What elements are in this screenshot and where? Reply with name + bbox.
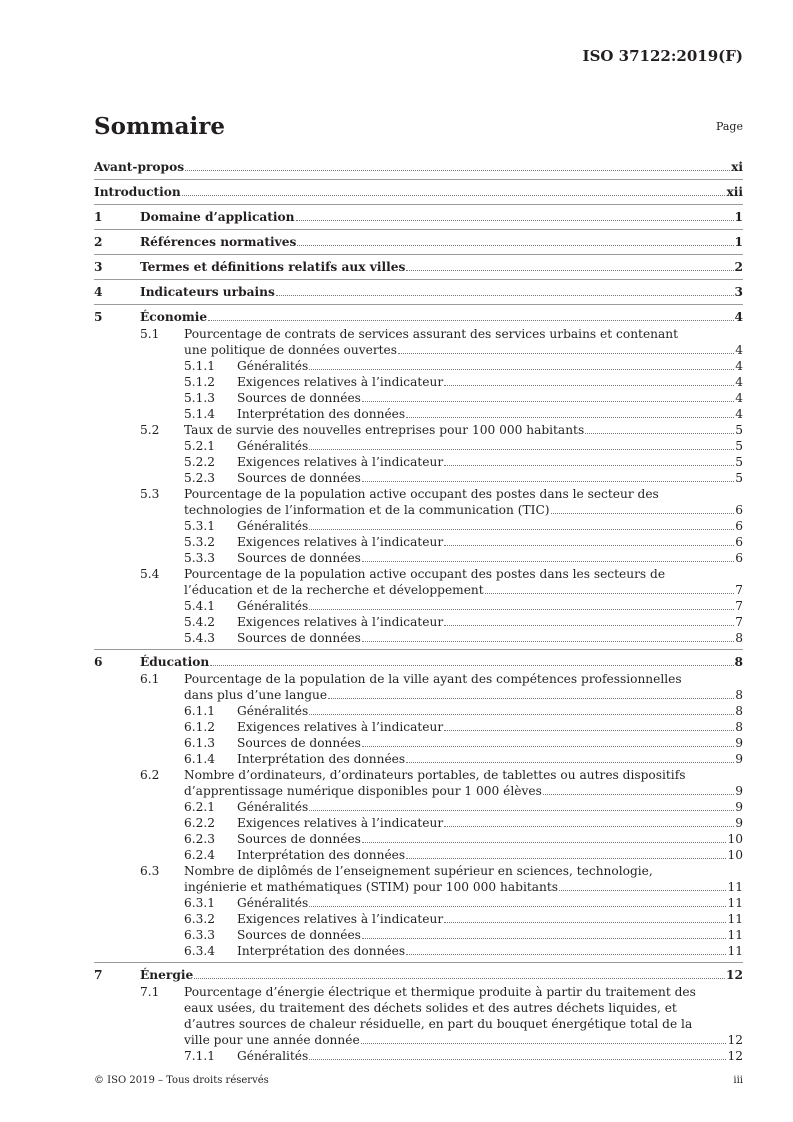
toc-entry-title: Généralités [237, 599, 309, 613]
toc-entry[interactable] [94, 422, 743, 438]
toc-dot-leader [362, 401, 734, 402]
toc-entry-number: 3 [94, 260, 103, 274]
toc-entry-number: 5.1.4 [184, 407, 216, 421]
document-code: ISO 37122:2019(F) [582, 47, 743, 65]
toc-entry-title: technologies de l’information et de la communication (TIC) [184, 503, 550, 517]
toc-entry-number: 7.1.1 [184, 1049, 216, 1063]
toc-entry[interactable] [94, 815, 743, 831]
toc-entry[interactable] [94, 155, 743, 176]
toc-dot-leader [309, 609, 734, 610]
toc-entry-title: Exigences relatives à l’indicateur [237, 455, 444, 469]
toc-entry-number: 6.3 [140, 864, 160, 878]
toc-entry-title: dans plus d’une langue [184, 688, 328, 702]
toc-entry-number: 6 [94, 655, 103, 669]
toc-entry[interactable] [94, 470, 743, 486]
toc-entry[interactable] [94, 1048, 743, 1064]
toc-entry[interactable] [94, 649, 743, 671]
toc-entry-page: 6 [735, 519, 743, 533]
toc-entry-page: 6 [735, 535, 743, 549]
toc-entry[interactable] [94, 719, 743, 735]
toc-entry-title: Généralités [237, 519, 309, 533]
toc-entry-page: 7 [735, 615, 743, 629]
toc-dot-leader [309, 906, 726, 907]
toc-entry-page: 9 [735, 736, 743, 750]
toc-entry[interactable] [94, 374, 743, 390]
toc-entry-page: 6 [735, 551, 743, 565]
toc-dot-leader [559, 890, 726, 891]
toc-dot-leader [362, 842, 727, 843]
toc-entry-number: 4 [94, 285, 103, 299]
toc-entry-number: 1 [94, 210, 103, 224]
toc-entry[interactable] [94, 534, 743, 550]
toc-dot-leader [444, 922, 726, 923]
toc-entry-page: 4 [734, 310, 743, 324]
toc-entry[interactable] [94, 1016, 743, 1032]
toc-dot-leader [444, 625, 734, 626]
toc-entry[interactable] [94, 671, 743, 687]
toc-dot-leader [296, 220, 734, 221]
toc-entry-page: 9 [735, 752, 743, 766]
toc-entry-title: d’apprentissage numérique disponibles pour 1 000 élèves [184, 784, 542, 798]
toc-dot-leader [406, 270, 733, 271]
toc-entry[interactable] [94, 687, 743, 703]
toc-dot-leader [362, 746, 734, 747]
toc-entry[interactable] [94, 735, 743, 751]
toc-entry-title: Pourcentage de la population active occupant des postes dans les secteurs de [184, 567, 666, 581]
toc-dot-leader [194, 978, 725, 979]
toc-entry-number: 5.2 [140, 423, 160, 437]
toc-entry-title: Éducation [140, 655, 210, 669]
toc-entry-title: ville pour une année donnée [184, 1033, 360, 1047]
toc-dot-leader [444, 826, 734, 827]
toc-entry-page: 1 [734, 235, 743, 249]
toc-entry[interactable] [94, 550, 743, 566]
toc-entry[interactable] [94, 927, 743, 943]
toc-entry-title: Généralités [237, 359, 309, 373]
toc-entry-title: Interprétation des données [237, 944, 406, 958]
toc-entry-title: Exigences relatives à l’indicateur [237, 615, 444, 629]
toc-dot-leader [185, 170, 730, 171]
toc-entry-number: 6.3.2 [184, 912, 216, 926]
toc-entry[interactable] [94, 582, 743, 598]
toc-dot-leader [361, 1043, 727, 1044]
toc-entry-page: 5 [735, 455, 743, 469]
toc-entry-number: 5.2.1 [184, 439, 216, 453]
toc-entry-number: 5.3 [140, 487, 160, 501]
toc-entry[interactable] [94, 1000, 743, 1016]
toc-entry-number: 6.2.4 [184, 848, 216, 862]
toc-entry-page: 5 [735, 471, 743, 485]
toc-entry-page: 11 [727, 944, 743, 958]
toc-dot-leader [309, 529, 734, 530]
toc-entry-title: Généralités [237, 704, 309, 718]
toc-entry[interactable] [94, 943, 743, 959]
toc-entry-title: une politique de données ouvertes [184, 343, 398, 357]
toc-entry[interactable] [94, 598, 743, 614]
toc-entry[interactable] [94, 358, 743, 374]
toc-entry-page: 7 [735, 583, 743, 597]
toc-entry-number: 5.3.1 [184, 519, 216, 533]
toc-entry-number: 6.1.2 [184, 720, 216, 734]
toc-entry[interactable] [94, 454, 743, 470]
toc-entry[interactable] [94, 767, 743, 783]
toc-dot-leader [585, 433, 734, 434]
toc-dot-leader [309, 1059, 726, 1060]
toc-dot-leader [406, 858, 726, 859]
toc-entry-number: 6.1.4 [184, 752, 216, 766]
toc-entry-title: Nombre de diplômés de l’enseignement supérieur en sciences, technologie, [184, 864, 653, 878]
toc-entry[interactable] [94, 518, 743, 534]
toc-entry-title: Nombre d’ordinateurs, d’ordinateurs portables, de tablettes ou autres dispositifs [184, 768, 686, 782]
toc-entry-page: 11 [727, 896, 743, 910]
toc-dot-leader [444, 545, 734, 546]
toc-dot-leader [406, 762, 734, 763]
toc-entry-title: Généralités [237, 439, 309, 453]
toc-entry[interactable] [94, 703, 743, 719]
toc-entry[interactable] [94, 962, 743, 984]
toc-entry[interactable] [94, 254, 743, 276]
table-of-contents [94, 155, 743, 1064]
toc-entry[interactable] [94, 279, 743, 301]
toc-dot-leader [444, 730, 734, 731]
toc-entry-page: 9 [735, 800, 743, 814]
toc-entry-title: eaux usées, du traitement des déchets solides et des autres déchets liquides, et [184, 1001, 677, 1015]
toc-dot-leader [362, 481, 734, 482]
toc-dot-leader [551, 513, 735, 514]
toc-dot-leader [362, 561, 734, 562]
toc-entry-title: Taux de survie des nouvelles entreprises pour 100 000 habitants [184, 423, 585, 437]
toc-entry-title: Économie [140, 310, 208, 324]
toc-entry-title: Exigences relatives à l’indicateur [237, 720, 444, 734]
toc-dot-leader [406, 417, 734, 418]
toc-entry-page: 12 [726, 968, 743, 982]
toc-entry-number: 5.2.3 [184, 471, 216, 485]
page-title: Sommaire [94, 113, 226, 140]
toc-entry[interactable] [94, 229, 743, 251]
toc-entry-page: xi [731, 160, 743, 174]
toc-entry-title: Sources de données [237, 471, 361, 485]
toc-entry-title: Exigences relatives à l’indicateur [237, 375, 444, 389]
toc-entry-number: 7 [94, 968, 103, 982]
toc-entry[interactable] [94, 179, 743, 201]
toc-entry-title: Sources de données [237, 551, 361, 565]
toc-dot-leader [398, 353, 734, 354]
toc-entry-title: Introduction [94, 185, 181, 199]
toc-entry-number: 6.2 [140, 768, 160, 782]
toc-entry-number: 2 [94, 235, 103, 249]
toc-entry-page: xii [726, 185, 743, 199]
toc-entry[interactable] [94, 502, 743, 518]
toc-dot-leader [362, 938, 727, 939]
toc-entry-title: Sources de données [237, 391, 361, 405]
toc-entry-number: 5 [94, 310, 103, 324]
toc-entry-title: Interprétation des données [237, 848, 406, 862]
toc-entry-page: 4 [735, 391, 743, 405]
toc-entry-title: Exigences relatives à l’indicateur [237, 535, 444, 549]
toc-dot-leader [543, 794, 734, 795]
footer-page-number: iii [733, 1075, 743, 1086]
toc-entry-page: 11 [727, 880, 743, 894]
toc-entry-page: 6 [735, 503, 743, 517]
toc-entry-number: 5.1 [140, 327, 160, 341]
toc-dot-leader [328, 698, 734, 699]
toc-entry-number: 6.1.1 [184, 704, 216, 718]
toc-dot-leader [444, 465, 734, 466]
toc-entry-number: 5.2.2 [184, 455, 216, 469]
toc-dot-leader [208, 320, 733, 321]
toc-entry-number: 5.1.1 [184, 359, 216, 373]
toc-entry-page: 8 [735, 688, 743, 702]
toc-dot-leader [444, 385, 734, 386]
toc-entry-page: 3 [734, 285, 743, 299]
toc-entry-page: 8 [734, 655, 743, 669]
toc-entry[interactable] [94, 879, 743, 895]
toc-entry-title: d’autres sources de chaleur résiduelle, en part du bouquet énergétique total de la [184, 1017, 693, 1031]
toc-dot-leader [485, 593, 735, 594]
toc-entry-page: 5 [735, 423, 743, 437]
toc-entry[interactable] [94, 342, 743, 358]
toc-entry-number: 6.3.1 [184, 896, 216, 910]
toc-entry-title: Pourcentage de la population de la ville ayant des compétences professionnelles [184, 672, 682, 686]
toc-entry-page: 2 [734, 260, 743, 274]
toc-entry-page: 4 [735, 375, 743, 389]
toc-dot-leader [406, 954, 726, 955]
toc-entry-title: Interprétation des données [237, 407, 406, 421]
toc-entry-title: Exigences relatives à l’indicateur [237, 816, 444, 830]
toc-entry-number: 5.3.2 [184, 535, 216, 549]
toc-entry-title: Sources de données [237, 631, 361, 645]
toc-entry-title: Pourcentage d’énergie électrique et thermique produite à partir du traitement des [184, 985, 696, 999]
toc-entry-page: 7 [735, 599, 743, 613]
toc-entry-page: 8 [735, 720, 743, 734]
toc-dot-leader [297, 245, 733, 246]
toc-entry-page: 11 [727, 928, 743, 942]
toc-entry-number: 6.3.4 [184, 944, 216, 958]
toc-entry-page: 12 [727, 1033, 743, 1047]
toc-entry-title: Pourcentage de la population active occupant des postes dans le secteur des [184, 487, 659, 501]
toc-entry-title: Avant-propos [94, 160, 185, 174]
toc-entry-number: 7.1 [140, 985, 160, 999]
toc-entry-title: Termes et définitions relatifs aux villes [140, 260, 406, 274]
toc-entry-number: 6.2.3 [184, 832, 216, 846]
toc-entry-page: 8 [735, 631, 743, 645]
toc-dot-leader [210, 665, 733, 666]
toc-entry-page: 1 [734, 210, 743, 224]
toc-entry[interactable] [94, 486, 743, 502]
toc-entry-number: 5.1.3 [184, 391, 216, 405]
toc-entry[interactable] [94, 390, 743, 406]
toc-entry-title: Généralités [237, 800, 309, 814]
toc-entry-number: 5.1.2 [184, 375, 216, 389]
toc-entry-page: 9 [735, 784, 743, 798]
toc-entry[interactable] [94, 911, 743, 927]
toc-entry[interactable] [94, 304, 743, 326]
toc-entry-number: 5.4.2 [184, 615, 216, 629]
toc-entry-title: Généralités [237, 1049, 309, 1063]
toc-entry-title: ingénierie et mathématiques (STIM) pour 100 000 habitants [184, 880, 559, 894]
toc-dot-leader [309, 714, 734, 715]
toc-entry[interactable] [94, 799, 743, 815]
toc-entry[interactable] [94, 630, 743, 646]
toc-entry-title: Pourcentage de contrats de services assurant des services urbains et contenant [184, 327, 679, 341]
toc-entry-title: Références normatives [140, 235, 297, 249]
toc-entry-page: 4 [735, 407, 743, 421]
toc-entry-number: 6.2.2 [184, 816, 216, 830]
toc-entry[interactable] [94, 751, 743, 767]
toc-entry-number: 6.2.1 [184, 800, 216, 814]
toc-entry[interactable] [94, 984, 743, 1000]
toc-entry-page: 8 [735, 704, 743, 718]
toc-entry-title: l’éducation et de la recherche et développement [184, 583, 484, 597]
toc-entry-number: 6.3.3 [184, 928, 216, 942]
toc-dot-leader [276, 295, 734, 296]
toc-entry[interactable] [94, 614, 743, 630]
toc-entry-title: Indicateurs urbains [140, 285, 275, 299]
toc-entry-title: Interprétation des données [237, 752, 406, 766]
toc-entry[interactable] [94, 847, 743, 863]
toc-entry-title: Généralités [237, 896, 309, 910]
toc-entry[interactable] [94, 438, 743, 454]
toc-entry-title: Domaine d’application [140, 210, 295, 224]
toc-entry-title: Sources de données [237, 928, 361, 942]
toc-entry[interactable] [94, 895, 743, 911]
page-column-label: Page [715, 120, 743, 133]
toc-entry[interactable] [94, 863, 743, 879]
toc-entry-number: 5.4.1 [184, 599, 216, 613]
toc-entry-number: 5.4.3 [184, 631, 216, 645]
toc-dot-leader [309, 810, 734, 811]
toc-entry[interactable] [94, 406, 743, 422]
toc-entry-number: 6.1.3 [184, 736, 216, 750]
toc-entry-page: 9 [735, 816, 743, 830]
toc-entry-page: 4 [735, 359, 743, 373]
toc-entry[interactable] [94, 326, 743, 342]
toc-entry-page: 5 [735, 439, 743, 453]
toc-entry[interactable] [94, 831, 743, 847]
toc-dot-leader [362, 641, 734, 642]
toc-entry-title: Énergie [140, 968, 194, 982]
toc-entry[interactable] [94, 783, 743, 799]
toc-dot-leader [182, 195, 726, 196]
toc-entry-page: 11 [727, 912, 743, 926]
toc-dot-leader [309, 369, 734, 370]
toc-entry[interactable] [94, 1032, 743, 1048]
toc-entry-page: 4 [735, 343, 743, 357]
toc-entry-number: 5.3.3 [184, 551, 216, 565]
toc-entry-title: Sources de données [237, 832, 361, 846]
toc-entry-title: Exigences relatives à l’indicateur [237, 912, 444, 926]
toc-entry[interactable] [94, 566, 743, 582]
toc-entry-page: 10 [727, 848, 743, 862]
toc-entry-title: Sources de données [237, 736, 361, 750]
toc-entry[interactable] [94, 204, 743, 226]
toc-entry-number: 5.4 [140, 567, 160, 581]
toc-entry-number: 6.1 [140, 672, 160, 686]
toc-dot-leader [309, 449, 734, 450]
footer-copyright: © ISO 2019 – Tous droits réservés [94, 1075, 269, 1086]
toc-entry-page: 10 [727, 832, 743, 846]
toc-entry-page: 12 [727, 1049, 743, 1063]
